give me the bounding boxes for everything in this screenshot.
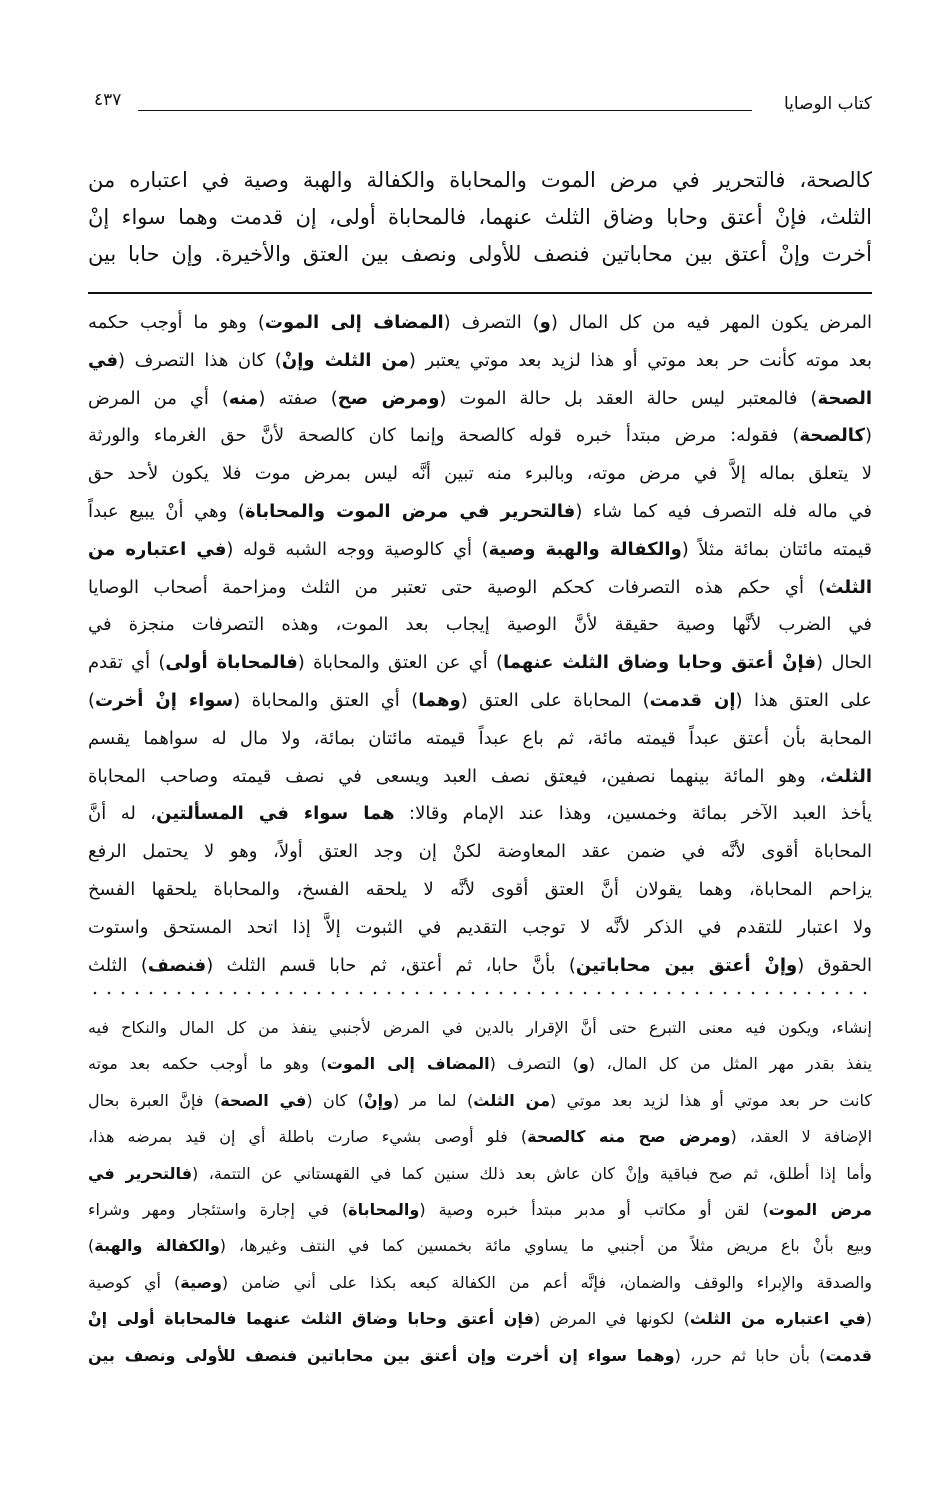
bold-matn-quote: ومرض صح منه كالصحة <box>527 1127 731 1147</box>
text-segment: بعد موته كأنت حر بعد موتي أو هذا لزيد بعد موتي يعتبر ( <box>408 349 872 371</box>
text-segment: ) أي من المرض <box>88 387 229 409</box>
text-segment: يأخذ العبد الآخر بمائة وخمسين، وهذا عند الإمام وقالا: <box>394 803 872 825</box>
running-header <box>88 90 872 118</box>
text-line <box>88 947 872 985</box>
text-segment: قيمته مائتان بمائة مثلاً ( <box>681 538 872 560</box>
text-segment: كالصحة، فالتحرير في مرض الموت والمحاباة والكفالة والهبة وصية في اعتباره من <box>88 168 872 192</box>
text-segment: ) المحاباة على العتق ( <box>460 689 650 711</box>
text-line <box>88 162 872 199</box>
text-segment: ) لكونها في المرض ( <box>533 1309 690 1329</box>
bold-matn-quote: وصية <box>180 1272 222 1292</box>
bold-matn-quote: سواء إنْ أخرت <box>95 689 234 711</box>
bold-matn-quote: من الثلث وإنْ <box>281 349 409 371</box>
text-segment: ) الثلث <box>88 954 148 976</box>
text-line <box>88 1119 872 1155</box>
text-segment: على العتق هذا ( <box>735 689 872 711</box>
text-line <box>88 682 872 720</box>
text-line <box>88 1338 872 1374</box>
text-segment: المحابة بأن أعتق عبداً قيمته مائة، ثم باع عبداً قيمته مائتان بمائة، ولا مال له سواهما يقسم <box>88 727 872 749</box>
text-line <box>88 833 872 871</box>
bold-matn-quote: من الثلث <box>473 1090 550 1110</box>
bold-matn-quote: والكفالة والهبة وصية <box>488 538 682 560</box>
bold-matn-quote: وهما سواء إن أخرت وإن أعتق بين محاباتين فنصف للأولى ونصف بين <box>88 1345 675 1365</box>
bold-matn-quote: فالتحرير في <box>88 1163 193 1183</box>
bold-matn-quote: فنصف <box>147 954 207 976</box>
text-segment: ينفذ بقدر مهر المثل من كل المال، ( <box>588 1054 872 1074</box>
text-segment: ) فلو أوصى بشيء صارت باطلة أي إن قيد بمرضه هذا، <box>88 1127 528 1147</box>
text-segment: الثلث، فإنْ أعتق وحابا وضاق الثلث عنهما، فالمحاباة أولى، إن قدمت وهما سواء إنْ <box>88 205 872 229</box>
text-segment: ( <box>865 1309 872 1329</box>
bold-matn-quote: مرض الموت <box>768 1199 872 1219</box>
text-line <box>88 758 872 796</box>
text-segment: الحقوق ( <box>797 954 872 976</box>
text-segment: ) لقن أو مكاتب أو مدبر مبتدأ خبره وصية ( <box>419 1199 769 1219</box>
text-segment: ) أي كالوصية ووجه الشبه قوله ( <box>226 538 489 560</box>
text-segment: يزاحم المحاباة، وهما يقولان أنَّ العتق أقوى لأنَّه لا يلحقه الفسخ، والمحاباة يلحقها الفسخ <box>88 878 872 900</box>
text-line <box>88 644 872 682</box>
text-segment: ) كان هذا التصرف ( <box>118 349 282 371</box>
bold-matn-quote: و <box>539 312 551 333</box>
text-line <box>88 199 872 236</box>
text-line <box>88 380 872 418</box>
text-segment: لا يتعلق بماله إلاَّ في مرض موته، وبالبرء منه تبين أنَّه ليس بمرض موت فلا يكون لأحد حق <box>88 463 872 485</box>
bold-matn-quote: وهما <box>418 689 461 711</box>
bold-matn-quote: في اعتباره من الثلث <box>689 1309 866 1329</box>
text-segment: وبيع بأنْ باع مريض مثلاً من أجنبي ما يساوي مائة بخمسين كما في النتف وغيرها، ( <box>219 1236 872 1256</box>
text-segment: وأما إذا أطلق، ثم صح فباقية وإنْ كان عاش بعد ذلك سنين كما في القهستاني عن التتمة، ( <box>192 1163 872 1183</box>
text-segment: إنشاء، ويكون فيه معنى التبرع حتى أنَّ الإقرار بالدين في المرض لأجنبي ينفذ من كل المال والنكاح فيه <box>88 1018 872 1037</box>
text-segment: ) فالمعتبر ليس حالة العقد بل حالة الموت ( <box>439 387 818 409</box>
bold-matn-quote: فالمحاباة أولى <box>165 652 298 674</box>
bold-matn-quote: إن قدمت <box>649 689 736 711</box>
bold-matn-quote: قدمت <box>825 1345 872 1365</box>
page-number: ٤٣٧ <box>94 90 122 110</box>
text-segment: ) فإنَّ العبرة بحال <box>88 1090 221 1110</box>
text-line <box>88 1301 872 1337</box>
bold-matn-quote: كالصحة <box>799 425 865 447</box>
text-segment: ) أي حكم هذه التصرفات كحكم الوصية حتى تعتبر من الثلث ومزاحمة أصحاب الوصايا <box>88 576 826 598</box>
bold-matn-quote: هما سواء في المسألتين <box>156 803 395 825</box>
text-line <box>88 569 872 607</box>
text-segment: ) <box>88 689 96 711</box>
text-line <box>88 1010 872 1046</box>
text-line <box>88 871 872 909</box>
text-line <box>88 493 872 531</box>
main-text-divider <box>88 292 872 294</box>
text-segment: الإضافة لا العقد، ( <box>730 1127 872 1147</box>
text-segment: ) بأنَّ حابا، ثم أعتق، ثم حابا قسم الثلث ( <box>206 954 576 976</box>
text-segment: ، له أنَّ <box>88 803 157 825</box>
text-line <box>88 417 872 455</box>
text-segment: ) في إجارة واستئجار ومهر وشراء <box>88 1199 349 1219</box>
bold-matn-quote: والمحاباة <box>348 1199 420 1219</box>
bold-matn-quote: في الصحة <box>220 1090 307 1110</box>
text-line <box>88 720 872 758</box>
text-segment: ) أي عن العتق والمحاباة ( <box>297 652 504 674</box>
text-line <box>88 531 872 569</box>
text-segment: ) وهو ما أوجب حكمه <box>88 312 265 333</box>
text-segment: المحاباة أقوى لأنَّه في ضمن عقد المعاوضة لكنْ إن وجد العتق أولاً، وهو لا يحتمل الرفع <box>88 841 872 863</box>
text-line <box>88 1228 872 1264</box>
text-segment: ، وهو المائة بينهما نصفين، فيعتق نصف العبد ويسعى في نصف قيمته وصاحب المحاباة <box>88 765 826 787</box>
text-segment: ) كان ( <box>306 1090 364 1110</box>
text-segment: ) فقوله: مرض مبتدأ خبره قوله كالصحة وإنما كان كالصحة لأنَّ حق الغرماء والورثة <box>88 425 800 447</box>
commentary-1 <box>88 304 872 984</box>
bold-matn-quote: الصحة <box>817 387 872 409</box>
bold-matn-quote: في <box>88 349 118 371</box>
bold-matn-quote: المضاف إلى الموت <box>264 312 444 333</box>
text-line <box>88 606 872 644</box>
text-line <box>88 1046 872 1082</box>
bold-matn-quote: والكفالة والهبة <box>94 1236 220 1256</box>
text-segment: والصدقة والإبراء والوقف والضمان، فإنَّه أعم من الكفالة كبعه بكذا على أني ضامن ( <box>221 1272 872 1292</box>
text-line <box>88 1265 872 1301</box>
text-segment: ولا اعتبار للتقدم في الذكر لأنَّه لا توجب التقديم في الثبوت إلاَّ إذا اتحد المستحق واستوت <box>88 916 872 938</box>
text-segment: ( <box>864 425 872 447</box>
main-text <box>88 162 872 273</box>
text-segment: ) أي العتق والمحاباة ( <box>233 689 419 711</box>
text-line <box>88 1192 872 1228</box>
text-segment: في ماله فله التصرف فيه كما شاء ( <box>575 500 872 522</box>
bold-matn-quote: فالتحرير في مرض الموت والمحاباة <box>244 500 576 522</box>
bold-matn-quote: المضاف إلى الموت <box>326 1054 490 1074</box>
text-segment: المرض يكون المهر فيه من كل المال ( <box>550 312 872 333</box>
text-segment: كانت حر بعد موتي أو هذا لزيد بعد موتي ( <box>549 1090 872 1110</box>
text-segment: ) التصرف ( <box>489 1054 579 1074</box>
text-line <box>88 455 872 493</box>
text-segment: ) وهي أنْ يبيع عبداً <box>88 500 245 522</box>
text-segment: أخرت وإنْ أعتق بين محاباتين فنصف للأولى ونصف بين العتق والأخيرة. وإن حابا بين <box>88 242 872 266</box>
text-segment: ) وهو ما أوجب حكمه بعد موته <box>88 1054 327 1074</box>
dotted-divider <box>88 990 872 996</box>
bold-matn-quote: فإنْ أعتق وحابا وضاق الثلث عنهما <box>503 652 817 674</box>
header-rule <box>138 110 752 111</box>
text-segment: ) أي كوصية <box>88 1272 181 1292</box>
text-segment: ) لما مر ( <box>393 1090 474 1110</box>
text-line <box>88 342 872 380</box>
text-segment: ) صفته ( <box>258 387 338 409</box>
text-segment: في الضرب لأنَّها وصية حقيقة لأنَّ الوصية إيجاب بعد الموت، وهذه التصرفات منجزة في <box>88 614 872 636</box>
bold-matn-quote: وإنْ <box>363 1090 394 1110</box>
text-line <box>88 1156 872 1192</box>
text-segment: الحال ( <box>816 652 872 674</box>
text-line <box>88 909 872 947</box>
bold-matn-quote: في اعتباره من <box>88 538 227 560</box>
bold-matn-quote: وإنْ أعتق بين محاباتين <box>575 954 798 976</box>
bold-matn-quote: ومرض صح <box>337 387 440 409</box>
bold-matn-quote: الثلث <box>825 576 872 598</box>
bold-matn-quote: الثلث <box>825 765 872 787</box>
bold-matn-quote: منه <box>228 387 259 409</box>
text-segment: ) أي تقدم <box>88 652 166 674</box>
text-segment: ) التصرف ( <box>443 312 540 333</box>
text-line <box>88 304 872 342</box>
text-line <box>88 1083 872 1119</box>
book-title: كتاب الوصايا <box>783 94 872 114</box>
text-segment: ) <box>88 1236 95 1256</box>
bold-matn-quote: و <box>578 1054 589 1074</box>
text-line <box>88 236 872 273</box>
text-segment: ) بأن حابا ثم حرر، ( <box>674 1345 826 1365</box>
text-line <box>88 795 872 833</box>
bold-matn-quote: فإن أعتق وحابا وضاق الثلث عنهما فالمحاباة أولى إنْ <box>88 1309 534 1329</box>
commentary-2 <box>88 1010 872 1374</box>
